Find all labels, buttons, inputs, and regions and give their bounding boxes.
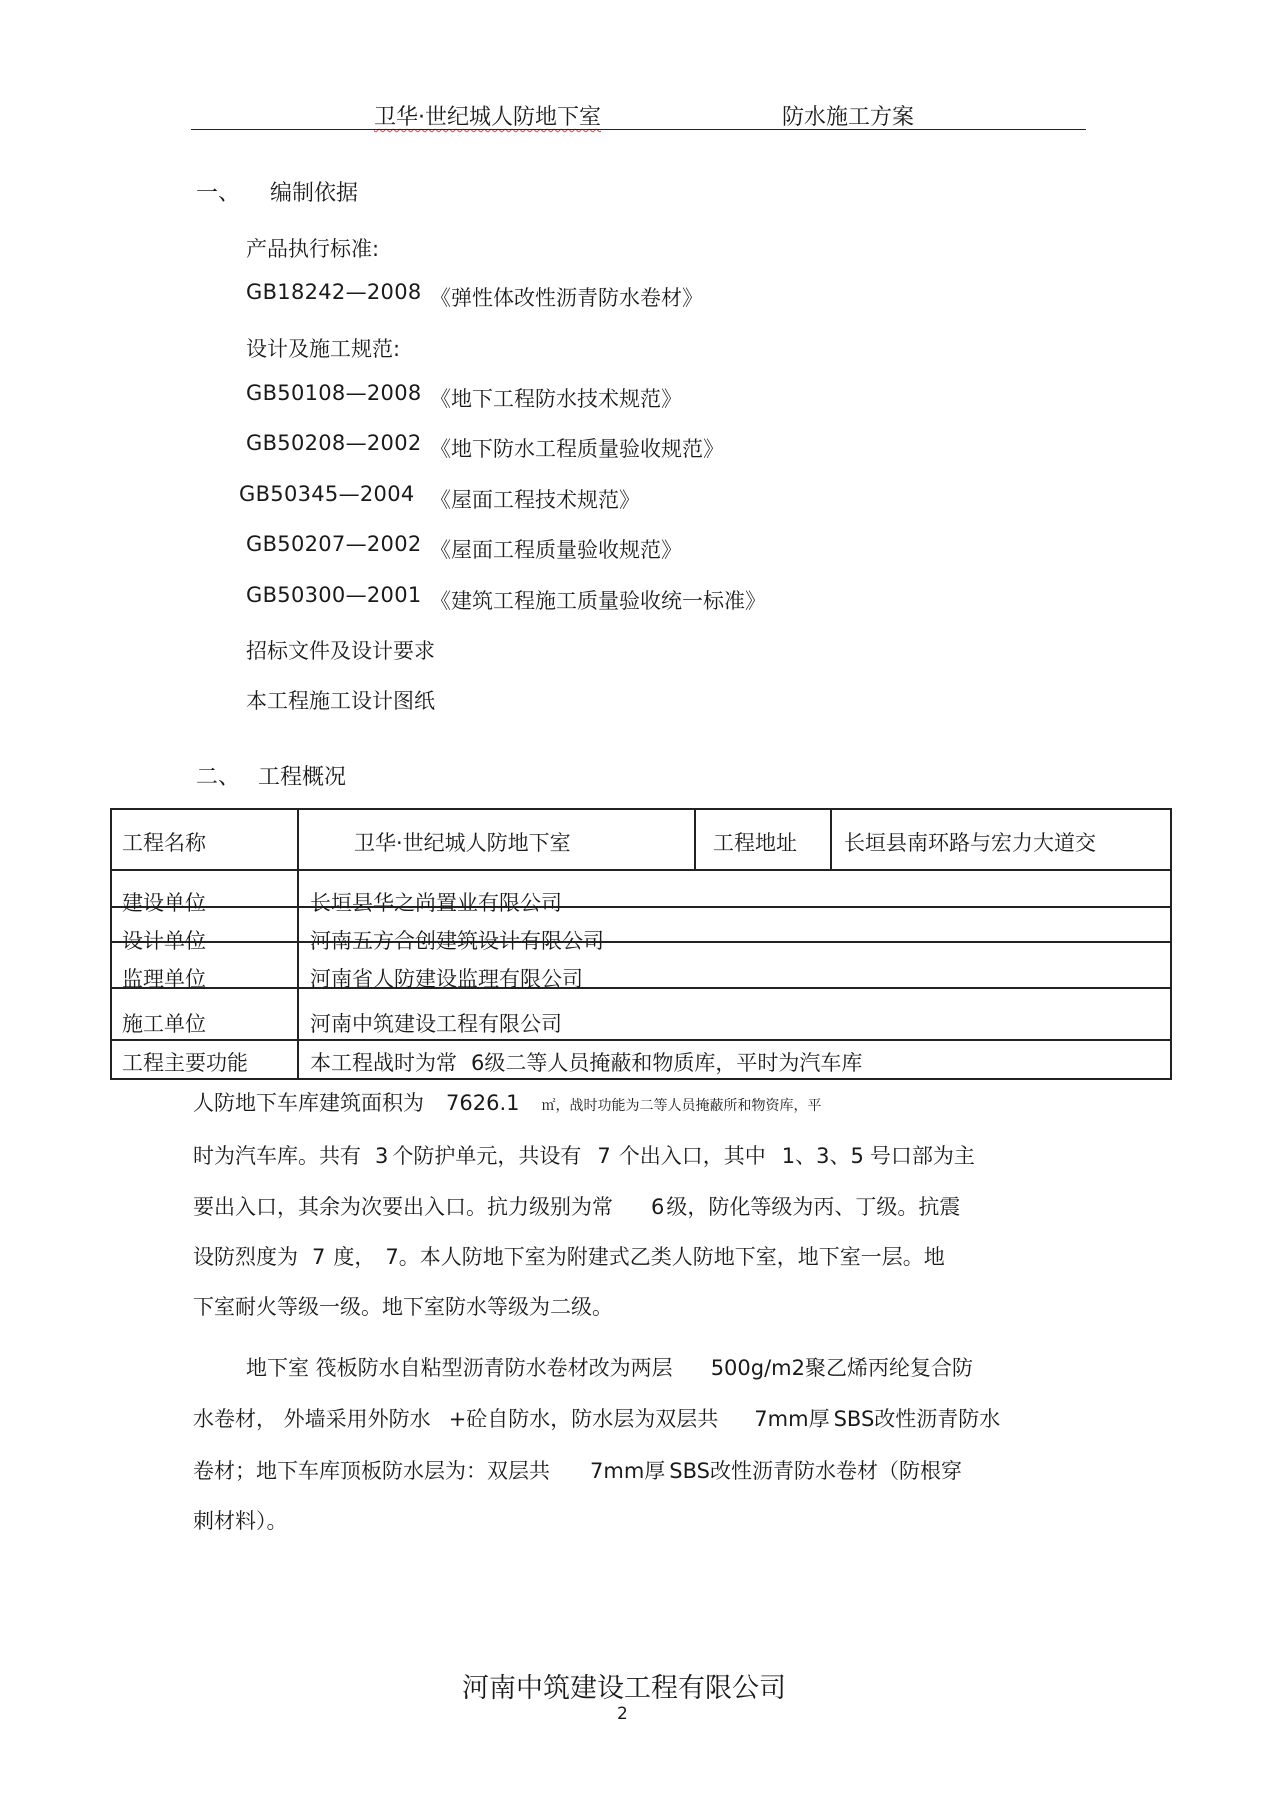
standard-code: GB50108—2008 xyxy=(246,381,422,405)
para1-line: 下室耐火等级一级。地下室防水等级为二级。 xyxy=(193,1295,613,1319)
standard-code: GB18242—2008 xyxy=(246,280,422,304)
other-item: 本工程施工设计图纸 xyxy=(246,689,435,713)
header-doc-title: 防水施工方案 xyxy=(782,105,915,130)
header-project-text: 卫华·世纪城人防地下室 xyxy=(374,105,601,130)
standard-code: GB50208—2002 xyxy=(246,431,422,455)
para1-line: 要出入口，其余为次要出入口。抗力级别为常 6级，防化等级为丙、丁级。抗震 xyxy=(193,1195,961,1219)
table-label-function: 工程主要功能 xyxy=(122,1051,248,1075)
table-value-name: 卫华·世纪城人防地下室 xyxy=(354,831,571,855)
para2-line: 卷材；地下车库顶板防水层为：双层共 7mm厚 SBS改性沥青防水卷材（防根穿 xyxy=(193,1459,962,1483)
table-label-name: 工程名称 xyxy=(122,831,206,855)
para2-line: 刺材料）。 xyxy=(193,1509,288,1533)
standard-code: GB50300—2001 xyxy=(246,583,422,607)
standard-title: 《屋面工程质量验收规范》 xyxy=(430,538,682,562)
other-item: 招标文件及设计要求 xyxy=(246,639,435,663)
table-row-value: 河南中筑建设工程有限公司 xyxy=(310,1012,562,1036)
standard-code: GB50345—2004 xyxy=(239,482,415,506)
section2-title: 工程概况 xyxy=(258,765,347,790)
standard-title: 《建筑工程施工质量验收统一标准》 xyxy=(430,589,766,613)
design-standards-label: 设计及施工规范: xyxy=(246,337,401,361)
standard-title: 《地下工程防水技术规范》 xyxy=(430,387,682,411)
page-number: 2 xyxy=(617,1704,628,1724)
standard-title: 《弹性体改性沥青防水卷材》 xyxy=(430,286,703,310)
table-row-value: 河南省人防建设监理有限公司 xyxy=(310,967,583,991)
para2-line: 地下室 筏板防水自粘型沥青防水卷材改为两层 500g/m2聚乙烯丙纶复合防 xyxy=(246,1356,973,1380)
table-row-value: 长垣县华之尚置业有限公司 xyxy=(310,891,562,915)
para1-line: 时为汽车库。共有 3 个防护单元，共设有 7 个出入口，其中 1、3、5 号口部为主 xyxy=(193,1144,975,1168)
product-standards-label: 产品执行标准: xyxy=(246,237,380,261)
section2-number: 二、 xyxy=(196,765,241,790)
table-row-label: 设计单位 xyxy=(122,929,206,953)
table-value-function: 本工程战时为常 6级二等人员掩蔽和物质库，平时为汽车库 xyxy=(310,1051,863,1075)
section1-title: 编制依据 xyxy=(270,181,359,206)
header-project xyxy=(374,100,601,131)
table-row-value: 河南五方合创建筑设计有限公司 xyxy=(310,929,604,953)
para1-line: 设防烈度为 7 度， 7。本人防地下室为附建式乙类人防地下室，地下室一层。地 xyxy=(193,1245,945,1269)
table-value-address: 长垣县南环路与宏力大道交 xyxy=(844,831,1096,855)
standard-code: GB50207—2002 xyxy=(246,532,422,556)
table-row-label: 建设单位 xyxy=(122,891,206,915)
standard-title: 《屋面工程技术规范》 xyxy=(430,488,640,512)
table-row-label: 监理单位 xyxy=(122,967,206,991)
table-row-label: 施工单位 xyxy=(122,1012,206,1036)
section1-number: 一、 xyxy=(196,181,241,206)
footer-company: 河南中筑建设工程有限公司 xyxy=(462,1673,786,1704)
standard-title: 《地下防水工程质量验收规范》 xyxy=(430,437,724,461)
header-rule xyxy=(191,129,1086,130)
table-label-address: 工程地址 xyxy=(713,831,797,855)
para1-line: 人防地下车库建筑面积为 7626.1 ㎡，战时功能为二等人员掩蔽所和物资库，平 xyxy=(193,1091,822,1115)
para2-line: 水卷材， 外墙采用外防水 +砼自防水，防水层为双层共 7mm厚 SBS改性沥青防水 xyxy=(193,1407,1001,1431)
